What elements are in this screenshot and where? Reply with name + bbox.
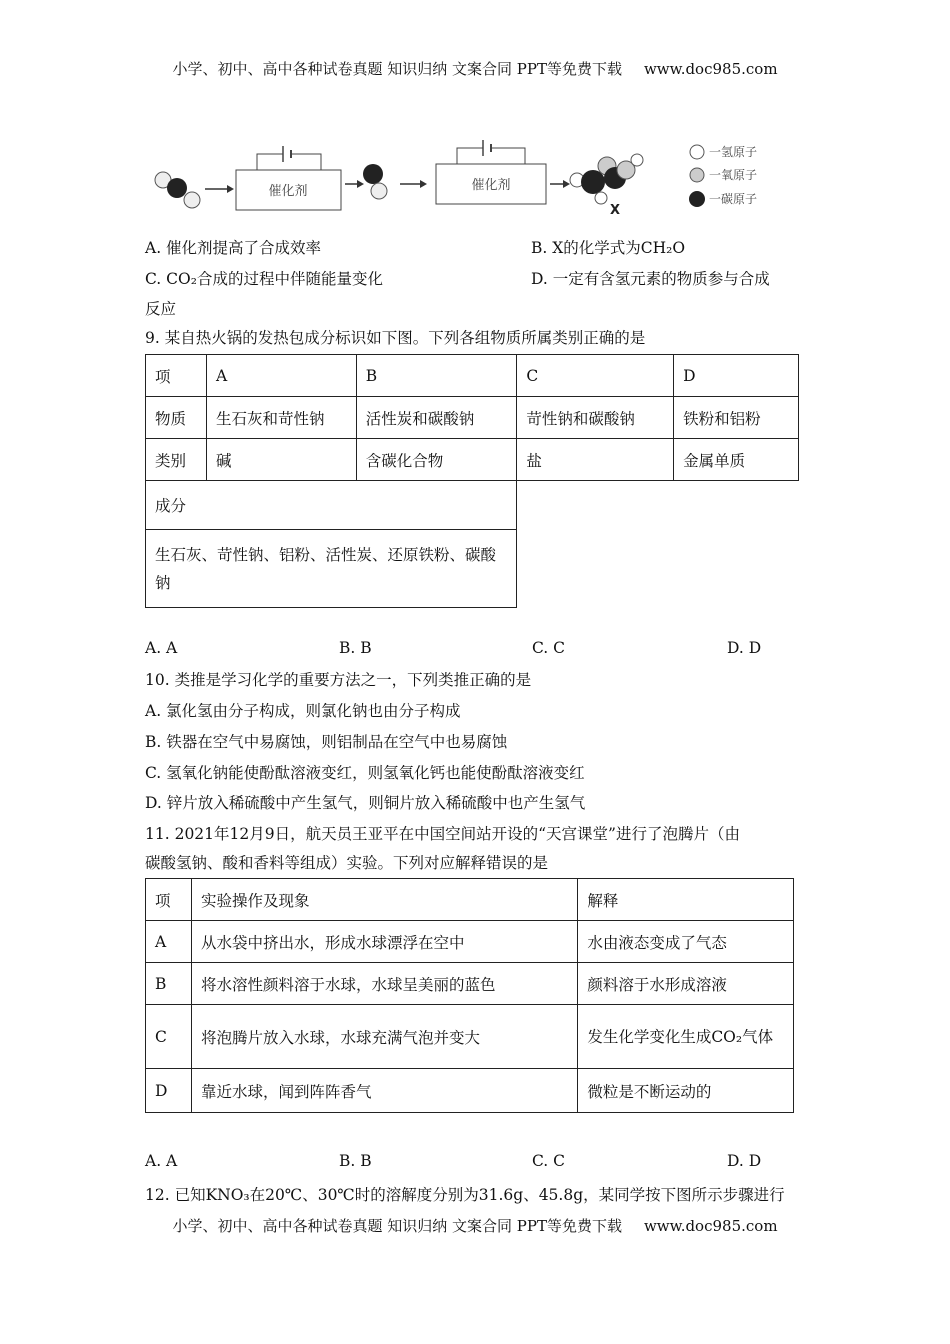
table-cell: 盐 <box>517 439 674 481</box>
atom-h <box>595 192 607 204</box>
header-text: 小学、初中、高中各种试卷真题 知识归纳 文案合同 PPT等免费下载 <box>172 60 622 78</box>
q10-option-a: A. 氯化氢由分子构成，则氯化钠也由分子构成 <box>145 702 461 720</box>
atom-c <box>363 164 383 184</box>
circuit-2 <box>457 148 483 164</box>
q8-option-d-continued: 反应 <box>145 300 177 318</box>
legend-h-icon <box>690 145 704 159</box>
table-row <box>146 1069 794 1113</box>
table-row <box>146 439 799 481</box>
table-cell: D <box>674 355 799 397</box>
composition-text: 生石灰、苛性钠、铝粉、活性炭、还原铁粉、碳酸钠 <box>146 530 517 608</box>
table-row <box>146 921 794 963</box>
table-cell: 类别 <box>146 439 207 481</box>
table-row <box>146 481 517 530</box>
table-row <box>146 355 799 397</box>
table-cell: 将水溶性颜料溶于水球，水球呈美丽的蓝色 <box>191 963 577 1005</box>
table-cell: A <box>206 355 356 397</box>
legend-o: 一氧原子 <box>709 168 758 182</box>
q8-option-b: B. X的化学式为CH₂O <box>531 239 686 257</box>
atom-o <box>371 183 387 199</box>
page-header <box>0 58 950 79</box>
table-cell: C <box>517 355 674 397</box>
table-row <box>146 530 517 608</box>
q9-answer-a: A. A <box>145 639 178 657</box>
q8-option-a: A. 催化剂提高了合成效率 <box>145 239 322 257</box>
table-cell: 项 <box>146 879 192 921</box>
circuit-2b <box>491 148 525 164</box>
q9-composition-table <box>145 480 517 608</box>
atom-c <box>167 178 187 198</box>
arrow-2-head <box>357 180 364 188</box>
table-cell: 苛性钠和碳酸钠 <box>517 397 674 439</box>
table-cell: C <box>146 1005 192 1069</box>
q9-answer-b: B. B <box>339 639 372 657</box>
table-cell: 铁粉和铝粉 <box>674 397 799 439</box>
table-cell: 项 <box>146 355 207 397</box>
q8-option-c: C. CO₂合成的过程中伴随能量变化 <box>145 270 383 288</box>
q10-option-c: C. 氢氧化钠能使酚酞溶液变红，则氢氧化钙也能使酚酞溶液变红 <box>145 764 585 782</box>
catalyst-label-1: 催化剂 <box>268 184 308 199</box>
table-row <box>146 879 794 921</box>
arrow-1-head <box>227 185 234 193</box>
q9-table <box>145 354 799 481</box>
table-cell: 发生化学变化生成CO₂气体 <box>578 1005 794 1069</box>
table-row <box>146 397 799 439</box>
table-cell: 颜料溶于水形成溶液 <box>578 963 794 1005</box>
table-cell: 生石灰和苛性钠 <box>206 397 356 439</box>
table-cell: 靠近水球，闻到阵阵香气 <box>191 1069 577 1113</box>
arrow-4-head <box>563 180 570 188</box>
q9-answer-d: D. D <box>727 639 762 657</box>
table-cell: 金属单质 <box>674 439 799 481</box>
table-cell: 水由液态变成了气态 <box>578 921 794 963</box>
table-cell: 从水袋中挤出水，形成水球漂浮在空中 <box>191 921 577 963</box>
legend-h: 一氢原子 <box>709 145 758 159</box>
circuit-1b <box>291 154 321 170</box>
product-label: X <box>609 203 621 218</box>
catalyst-label-2: 催化剂 <box>471 178 511 193</box>
legend-c-icon <box>689 191 705 207</box>
table-cell: 将泡腾片放入水球，水球充满气泡并变大 <box>191 1005 577 1069</box>
header-url[interactable]: www.doc985.com <box>643 60 778 78</box>
table-cell: 碱 <box>206 439 356 481</box>
q8-option-d: D. 一定有含氢元素的物质参与合成 <box>531 270 770 288</box>
q9-answer-c: C. C <box>532 639 566 657</box>
q11-stem-line1: 11. 2021年12月9日，航天员王亚平在中国空间站开设的“天宫课堂”进行了泡腾片（由 <box>145 825 740 843</box>
table-cell: D <box>146 1069 192 1113</box>
q10-stem: 10. 类推是学习化学的重要方法之一，下列类推正确的是 <box>145 671 532 689</box>
table-cell: 活性炭和碳酸钠 <box>356 397 517 439</box>
atom-o <box>184 192 200 208</box>
composition-title: 成分 <box>146 481 517 530</box>
q11-answer-d: D. D <box>727 1152 762 1170</box>
table-cell: 物质 <box>146 397 207 439</box>
table-cell: 解释 <box>578 879 794 921</box>
table-cell: 含碳化合物 <box>356 439 517 481</box>
q11-answer-a: A. A <box>145 1152 178 1170</box>
table-cell: 实验操作及现象 <box>191 879 577 921</box>
q10-option-b: B. 铁器在空气中易腐蚀，则铝制品在空气中也易腐蚀 <box>145 733 508 751</box>
page-footer <box>0 1215 950 1236</box>
q11-table <box>145 878 794 1113</box>
footer-url[interactable]: www.doc985.com <box>643 1217 778 1235</box>
q9-stem: 9. 某自热火锅的发热包成分标识如下图。下列各组物质所属类别正确的是 <box>145 329 646 347</box>
circuit-1 <box>257 154 283 170</box>
q11-answer-b: B. B <box>339 1152 372 1170</box>
atom-h <box>631 154 643 166</box>
legend-c: 一碳原子 <box>709 192 758 206</box>
arrow-3-head <box>420 180 427 188</box>
q11-stem-line2: 碳酸氢钠、酸和香料等组成）实验。下列对应解释错误的是 <box>145 854 549 872</box>
table-cell: 微粒是不断运动的 <box>578 1069 794 1113</box>
legend-o-icon <box>690 168 704 182</box>
reaction-diagram <box>145 138 805 218</box>
table-row <box>146 1005 794 1069</box>
table-cell: B <box>146 963 192 1005</box>
table-row <box>146 963 794 1005</box>
q12-stem: 12. 已知KNO₃在20℃、30℃时的溶解度分别为31.6g、45.8g，某同学按下图所示步骤进行 <box>145 1186 785 1204</box>
q11-answer-c: C. C <box>532 1152 566 1170</box>
table-cell: B <box>356 355 517 397</box>
q10-option-d: D. 锌片放入稀硫酸中产生氢气，则铜片放入稀硫酸中也产生氢气 <box>145 794 586 812</box>
table-cell: A <box>146 921 192 963</box>
footer-text: 小学、初中、高中各种试卷真题 知识归纳 文案合同 PPT等免费下载 <box>172 1217 622 1235</box>
